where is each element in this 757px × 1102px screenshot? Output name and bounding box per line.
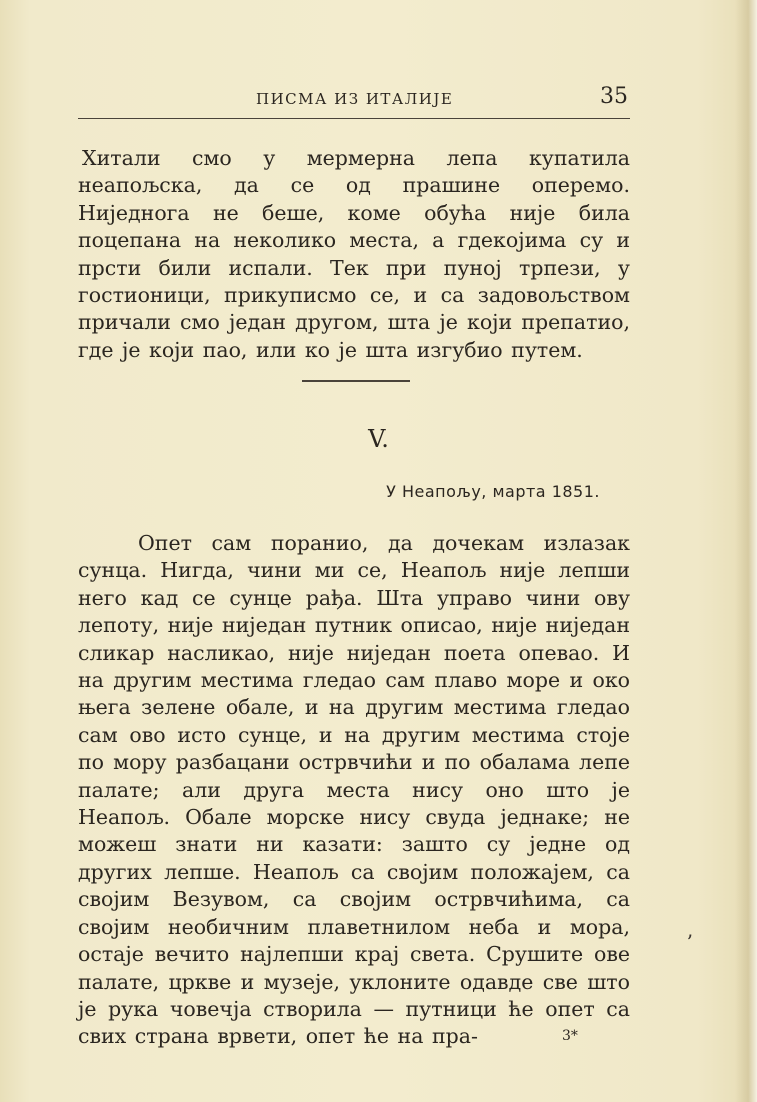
chapter-number: V. <box>368 425 389 453</box>
dateline: У Неапољу, марта 1851. <box>386 482 600 501</box>
page-number: 35 <box>600 84 628 109</box>
running-head: ПИСМА ИЗ ИТАЛИЈЕ <box>256 90 454 108</box>
page-header <box>78 84 630 119</box>
page-edge-shadow <box>735 0 757 1102</box>
section-divider <box>302 380 410 382</box>
paragraph-1: Хитали смо у мермерна лепа купатила неапољска, да се од прашине оперемо. Ниједнога не беше, коме обућа није била поцепана на неколико места, а гдекојима су и прсти били испали. Тек при пуној трпези, у гостионици, прикуписмо се, и са задовољством причали смо један другом, шта је који препатио, где је који пао, или ко је шта изгубио путем. <box>78 146 630 362</box>
signature-mark: 3* <box>562 1028 578 1044</box>
margin-tick-mark: ʼ <box>686 930 693 954</box>
paragraph-2: Опет сам поранио, да дочекам излазак сунца. Нигда, чини ми се, Неапољ није лепши него кад се сунце рађа. Шта управо чини ову лепоту, није ниједан путник описао, није ниједан сликар насликао, није ниједан поета опевао. И на другим местима гледао сам плаво море и око њега зелене обале, и на другим местима гледао сам ово исто сунце, и на другим местима стоје по мору разбацани острвчићи и по обалама лепе палате; али друга места нису оно што је Неапољ. Обале морске нису свуда једнаке; не можеш знати ни казати: зашто су једне од других лепше. Неапољ са својим положајем, са својим Везувом, са својим острвчићима, са својим необичним плаветнилом неба и мора, остаје вечито најлепши крај света. Срушите ове палате, цркве и музеје, уклоните одавде све што је рука човечја створила — путници ће опет са свих страна врвети, опет ће на пра- <box>78 531 630 1049</box>
